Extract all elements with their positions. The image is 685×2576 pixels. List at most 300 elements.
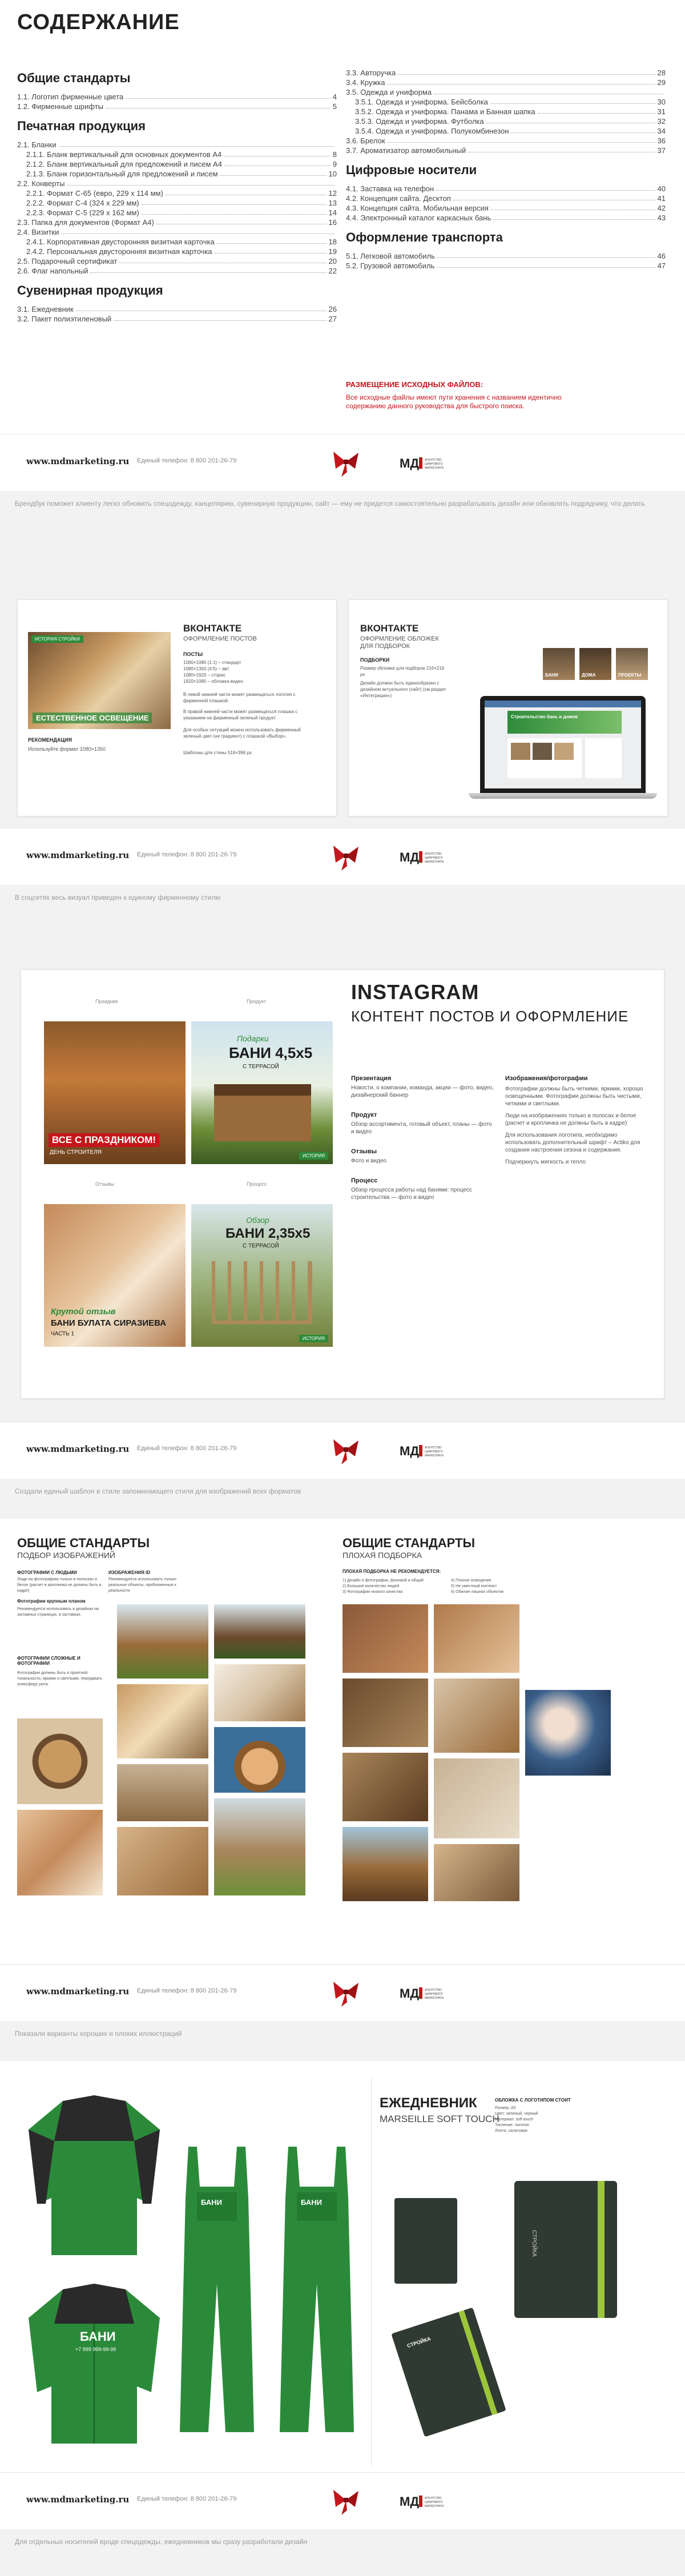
toc-page-number: 12 [328,189,337,198]
diary-large-cover [514,2181,617,2318]
caption-2: В соцсетях весь визуал приведен к единому фирменному стилю [0,885,685,925]
toc-entry-title: 2.1.1. Бланк вертикальный для основных документов А4 [26,150,222,159]
insta-content-type-text: Обзор процесса работы над банями: процесс строительства — фото и видео [351,1187,472,1201]
bad-subtitle: ПЛОХАЯ ПОДБОРКА [342,1551,422,1560]
insta-post-holiday[interactable] [44,1021,186,1164]
vk-posts-heading: ПОСТЫ [183,651,203,657]
svg-text:АГЕНТСТВО: АГЕНТСТВО [425,1446,442,1450]
toc-entry[interactable] [346,203,666,212]
svg-text:АГЕНТСТВО: АГЕНТСТВО [425,1989,442,1992]
toc-entry-title: 3.4. Кружка [346,78,385,87]
insta-label-holiday: Праздник [95,999,118,1004]
overalls-back-logo-text: БАНИ [301,2198,322,2207]
merch-section [0,2061,685,2472]
insta-post-review-title: БАНИ БУЛАТА СИРАЗИЕВА [51,1318,167,1328]
toc-entry-title: 2.2. Конверты [17,179,65,188]
diary-spec: Размер: А5 Цвет: зеленый, черный Материал: soft-touch Тиснение: логотип Лента: салатовая [495,2106,538,2133]
insta-post-review[interactable] [44,1204,186,1347]
insta-section [0,948,685,1422]
toc-entry[interactable] [346,126,666,135]
diary-subtitle: MARSEILLE SOFT TOUCH [380,2114,499,2124]
toc-page-number: 28 [657,69,666,77]
toc-section-heading: Общие стандарты [17,71,131,85]
good-t2: Рекомендуется использовать только реальные объекты, приближенные к реальности [108,1577,176,1593]
insta-post-product-sub: С ТЕРРАСОЙ [243,1064,279,1070]
vk-note-4: Шаблоны для стены 516×396 px [183,750,252,755]
svg-text:ЦИФРОВОГО: ЦИФРОВОГО [425,2501,443,2504]
diary-small-cover [394,2198,457,2284]
insta-post-product-title: БАНИ 4,5x5 [229,1044,313,1061]
insta-image-rules-heading: Изображения/фотографии [505,1075,588,1082]
good-photo [17,1810,103,1895]
insta-content-type-heading: Презентация [351,1075,392,1082]
toc-entry-title: 5.1. Легковой автомобиль [346,252,435,260]
toc-entry-title: 3.2. Пакет полиэтиленовый [17,315,112,323]
vk-photo-badge: ИСТОРИЯ СТРОЙКИ [31,635,83,643]
bow-icon [330,840,362,872]
md-logo-icon [400,1983,445,2006]
jacket-back-icon [23,2090,166,2261]
toc-leader [511,132,655,133]
insta-content-type-text: Фото и видео [351,1158,386,1164]
toc-entry[interactable] [346,183,666,193]
toc-section-heading: Цифровые носители [346,163,477,177]
toc-page-number: 8 [332,150,337,159]
toc-page-number: 27 [328,315,337,323]
toc-entry-title: 2.4. Визитки [17,228,59,236]
toc-section-heading: Оформление транспорта [346,230,503,244]
toc-entry-title: 2.1.2. Бланк вертикальный для предложений и писем А4 [26,160,222,168]
toc-entry-title: 2.2.1. Формат С-65 (евро, 229 х 114 мм) [26,189,163,198]
caption-4: Показали варианты хороших и плохих иллюстраций [0,2021,685,2061]
md-logo-icon [400,1440,445,1463]
bow-icon [330,446,362,478]
insta-content-type-text: Новости, о компании, команда, акции — фото, видео, дизайнерский баннер [351,1085,494,1098]
vk-subtitle: ОФОРМЛЕНИЕ ПОСТОВ [183,635,257,642]
footer [0,2472,685,2529]
toc-entry[interactable] [17,198,337,207]
insta-label-product: Продукт [247,999,267,1004]
good-h4: ФОТОГРАФИИ СЛОЖНЫЕ И ФОТОГРАФИИ [17,1656,80,1666]
md-logo-icon [400,453,445,476]
bad-photo [434,1679,519,1753]
insta-post-review-sub: ЧАСТЬ 1 [51,1331,75,1337]
source-files-text: Все исходные файлы имеют пути хранения с названием идентично содержанию данного руководства для быстрого поиска. [346,393,562,410]
toc-leader [142,214,327,215]
good-photo [17,1718,103,1804]
overalls-front-icon [171,2141,263,2438]
toc-leader [490,103,655,104]
insta-label-reviews: Отзывы [95,1181,114,1187]
toc-page-number: 36 [657,136,666,145]
toc-leader [114,320,326,321]
bad-photo [434,1758,519,1838]
footer-phone: Единый телефон: 8 800 201-26-79 [137,1445,237,1452]
good-h1: ФОТОГРАФИИ С ЛЮДЬМИ [17,1570,77,1575]
vk-note-3: Для особых ситуаций можно использовать фирменный зеленый цвет (не градиент) с плашкой «Выбор». [183,727,301,739]
toc-entry-title: 2.3. Папка для документов (Формат А4) [17,218,154,227]
toc-leader [142,204,327,205]
vk-posts-text: 1080×1080 (1:1) – стандарт 1080×1350 (4:5) – авт 1080×1920 – сторис 1920×1080 – обложка видео [183,660,243,684]
toc-page-number: 20 [328,257,337,265]
good-photo [117,1604,208,1679]
insta-post-process-top: Обзор [246,1215,269,1225]
insta-post-process-title: БАНИ 2,35x5 [225,1226,311,1241]
diary-spec-heading: ОБЛОЖКА С ЛОГОТИПОМ СТОИТ [495,2098,571,2103]
footer-url[interactable]: www.mdmarketing.ru [26,1986,130,1997]
caption-5: Для отдельных носителей вроде спецодежды, ежедневников мы сразу разработали дизайн [0,2529,685,2569]
toc-page-number: 18 [328,238,337,246]
toc-entry[interactable] [346,106,666,116]
bad-list-1: 1) Дизайн и фотографии, фоновой и общий 2) Большое количество людей 3) Фотографии низкого качества [342,1579,424,1594]
svg-text:ЦИФРОВОГО: ЦИФРОВОГО [425,462,443,466]
insta-post-process-sub: С ТЕРРАСОЙ [243,1243,279,1249]
toc-entry-title: 4.1. Заставка на телефон [346,184,434,193]
svg-text:ЦИФРОВОГО: ЦИФРОВОГО [425,856,443,860]
insta-image-rule: Для использования логотипа, необходимо использовать дополнительный шрифт – Actiko для создания настроения сезона и содержания. [505,1132,640,1153]
toc-page-number: 34 [657,127,666,135]
good-photo [117,1684,208,1758]
toc-entry[interactable] [346,212,666,222]
good-t3: Рекомендуется использовать в дизайнах на заглавных страницах, в заставках. [17,1607,99,1617]
caption-3: Создали единый шаблон в стиле запоминающего стиля для изображений всех форматов [0,1479,685,1519]
toc-left-column [17,63,337,323]
toc-entry-title: 2.4.2. Персональная двусторонняя визитная карточка [26,247,212,256]
bad-photo [525,1690,611,1776]
toc-title: СОДЕРЖАНИЕ [17,10,180,34]
jacket-front-icon [23,2278,166,2449]
toc-entry-title: 3.5.4. Одежда и униформа. Полукомбинезон [355,127,509,135]
footer-url[interactable]: www.mdmarketing.ru [26,2494,130,2505]
bad-photo [434,1604,519,1673]
toc-right-column [346,67,666,270]
toc-page-number: 46 [657,252,666,260]
toc-page-number: 47 [657,261,666,270]
toc-entry-title: 3.5.1. Одежда и униформа. Бейсболка [355,98,488,106]
toc-page-number: 19 [328,247,337,256]
good-photo [117,1764,208,1821]
toc-page-number: 43 [657,214,666,222]
bow-icon [330,1434,362,1466]
toc-entry[interactable] [17,101,337,111]
insta-image-rule: Фотографии должны быть четкими, яркими, хорошо освещенными. Фотографии должны быть чистыми, четкими и светлыми. [505,1086,643,1107]
insta-content-types [351,1075,494,1214]
insta-post-product[interactable] [191,1021,333,1164]
insta-badge: ИСТОРИЯ [299,1335,328,1342]
insta-post-holiday-title: ВСЕ С ПРАЗДНИКОМ! [49,1133,159,1147]
toc-page-number: 10 [328,170,337,178]
vk-note-1: В левой нижней части может размещаться логотип с фирменной плашкой. [183,692,296,703]
svg-text:МАРКЕТИНГА: МАРКЕТИНГА [425,1997,444,2000]
screen-title: Строительство бань и домов [511,714,578,719]
insta-image-rules [505,1075,648,1166]
footer-url[interactable]: www.mdmarketing.ru [26,456,130,466]
toc-entry[interactable] [17,313,337,323]
toc-entry[interactable] [17,178,337,188]
toc-leader [90,272,326,273]
images-section [0,1519,685,1964]
good-photo [214,1798,305,1895]
vk-cover-heading: ПОДБОРКИ [360,657,390,663]
footer [0,434,685,491]
vk-cover-subtitle: ОФОРМЛЕНИЕ ОБЛОЖЕК ДЛЯ ПОДБОРОК [360,635,439,650]
toc-page-number: 37 [657,146,666,155]
toc-page-number: 32 [657,117,666,126]
toc-entry-title: 1.2. Фирменные шрифты [17,102,104,111]
svg-text:МАРКЕТИНГА: МАРКЕТИНГА [425,2505,444,2508]
toc-section-heading: Печатная продукция [17,119,146,133]
vk-note-2: В правой нижней части может размещаться плашка с указанием на фирменный зеленый продукт. [183,709,298,721]
toc-entry[interactable] [17,159,337,168]
toc-entry[interactable] [17,168,337,178]
jacket-logo-text: БАНИ [80,2329,116,2344]
toc-entry-title: 2.6. Флаг напольный [17,267,88,275]
toc-entry-title: 2.1. Бланки [17,140,57,149]
insta-label-process: Процесс [247,1181,267,1187]
overalls-back-icon [271,2141,362,2438]
footer-phone: Единый телефон: 8 800 201-26-79 [137,457,237,464]
insta-card [21,969,664,1399]
toc-leader [436,190,655,191]
toc-leader [437,257,655,258]
toc-page-number: 9 [332,160,337,168]
toc-page-number: 16 [328,218,337,227]
toc-entry-title: 2.4.1. Корпоративная двусторонняя визитная карточка [26,238,215,246]
toc-entry-title: 2.2.3. Формат С-5 (229 х 162 мм) [26,208,139,217]
vk-section [0,588,685,828]
vk-cover-title: ВКОНТАКТЕ [360,623,419,634]
diary-title: ЕЖЕДНЕВНИК [380,2095,477,2111]
svg-text:МД: МД [400,456,419,470]
good-photo [214,1664,305,1721]
vk-posts-card [17,599,337,816]
good-title: ОБЩИЕ СТАНДАРТЫ [17,1536,150,1550]
toc-entry[interactable] [17,149,337,159]
vk-reco-text: Используйте формат 1080×1350 [28,746,106,752]
bad-photo [342,1679,428,1747]
svg-text:МАРКЕТИНГА: МАРКЕТИНГА [425,1454,444,1458]
toc-page-number: 5 [332,102,337,111]
insta-content-type-heading: Отзывы [351,1148,377,1155]
toc-entry[interactable] [17,91,337,101]
toc-section-heading: Сувенирная продукция [17,283,163,297]
toc-entry-title: 4.2. Концепция сайта. Десктоп [346,194,451,203]
toc-entry[interactable] [346,67,666,77]
svg-text:МД: МД [400,2494,419,2509]
toc-leader [388,142,655,143]
insta-title: INSTAGRAM [351,980,480,1004]
vk-cover-text-2: Дизайн должен быть единообразен с дизайном актуального (сайт) (см.раздел «Интеграции») [360,681,446,698]
toc-entry[interactable] [17,217,337,227]
footer-url[interactable]: www.mdmarketing.ru [26,1444,130,1454]
bow-icon [330,1976,362,2008]
svg-text:МД: МД [400,1444,419,1458]
toc-entry[interactable] [17,207,337,217]
laptop-screen [480,696,646,793]
good-h2: ИЗОБРАЖЕНИЯ ID [108,1570,151,1575]
toc-entry[interactable] [346,87,666,96]
footer [0,1422,685,1479]
toc-entry[interactable] [17,256,337,265]
bad-images-panel [342,1536,668,1947]
toc-entry[interactable] [17,227,337,236]
insta-badge: ИСТОРИЯ [299,1152,328,1160]
toc-entry[interactable] [346,116,666,126]
vk-title: ВКОНТАКТЕ [183,623,242,634]
toc-page-number: 41 [657,194,666,203]
toc-leader [217,243,327,244]
insta-content-type-text: Обзор ассортимента, готовый объект, планы — фото и видео [351,1121,492,1135]
svg-text:МАРКЕТИНГА: МАРКЕТИНГА [425,860,444,864]
diary-panel [371,2078,674,2466]
toc-entry-title: 4.4. Электронный каталог каркасных бань [346,214,491,222]
toc-entry[interactable] [346,135,666,145]
insta-post-holiday-sub: ДЕНЬ СТРОИТЕЛЯ [50,1149,102,1156]
toc-page [0,0,685,434]
svg-text:МД: МД [400,850,419,864]
toc-page-number: 26 [328,305,337,313]
insta-post-review-top: Крутой отзыв [51,1307,116,1317]
good-t4: Фотографии должны быть в приятной тональности, яркими и светлыми, передавать атмосферу уюта. [17,1671,103,1687]
toc-entry[interactable] [17,246,337,256]
good-photo [117,1827,208,1895]
toc-page-number: 22 [328,267,337,275]
insta-image-rule: Люди на изображениях только в полосах и белое (расчет и кроплинка не должны быть в кадре) [505,1113,636,1126]
bow-icon [330,2484,362,2516]
jacket-logo-phone: +7 999 999-99-99 [75,2346,116,2352]
md-logo-icon [400,2491,445,2514]
toc-entry-title: 2.5. Подарочный сертификат [17,257,118,265]
toc-leader [398,74,655,75]
bad-photo [342,1827,428,1901]
toc-page-number: 30 [657,98,666,106]
caption-1: Брендбук поможет клиенту легко обновить спецодежду, канцелярию, сувенирную продукцию, сайт — ему не придется самостоятельно разрабатывать дизайн или обновлять подрядчику, что делать [0,491,685,531]
good-subtitle: ПОДБОР ИЗОБРАЖЕНИЙ [17,1551,115,1560]
vk-covers-card [348,599,668,816]
toc-leader [67,185,335,186]
toc-leader [437,267,655,268]
footer-url[interactable]: www.mdmarketing.ru [26,850,130,860]
source-files-block [346,380,597,410]
svg-text:АГЕНТСТВО: АГЕНТСТВО [425,852,442,856]
toc-leader [220,175,327,176]
footer-phone: Единый телефон: 8 800 201-26-79 [137,2496,237,2502]
diary-open [391,2307,506,2437]
bad-list-2: 4) Плохое освещение 5) Не уместный контекст 6) Обилие лишних объектов [451,1579,504,1594]
vk-cover-text: Размер обложки для подборок 216×216 px [360,666,445,677]
toc-page-number: 4 [332,92,337,101]
diary-open-logo: СТРОЙКА [406,2336,432,2349]
good-images-panel [17,1536,325,1947]
toc-leader [59,146,335,147]
cover-tile[interactable]: ПРОЕКТЫ [616,648,648,680]
insta-content-type-heading: Процесс [351,1177,378,1184]
laptop-mockup [469,696,657,804]
bad-title: ОБЩИЕ СТАНДАРТЫ [342,1536,476,1550]
toc-entry[interactable] [17,265,337,275]
bad-photo [342,1604,428,1673]
vk-post-photo [28,632,171,729]
toc-leader [538,113,655,114]
toc-entry[interactable] [17,139,337,149]
bad-heading: ПЛОХАЯ ПОДБОРКА НЕ РЕКОМЕНДУЕТСЯ: [342,1569,441,1574]
footer [0,1964,685,2021]
svg-text:АГЕНТСТВО: АГЕНТСТВО [425,2497,442,2500]
toc-entry-title: 3.5.3. Одежда и униформа. Футболка [355,117,484,126]
svg-text:МД: МД [400,1986,419,2001]
toc-entry-title: 1.1. Логотип фирменные цвета [17,92,124,101]
toc-page-number: 14 [328,208,337,217]
toc-entry-title: 3.1. Ежедневник [17,305,74,313]
svg-text:АГЕНТСТВО: АГЕНТСТВО [425,458,442,462]
svg-text:ЦИФРОВОГО: ЦИФРОВОГО [425,1993,443,1996]
toc-page-number: 13 [328,199,337,207]
toc-entry[interactable] [17,236,337,246]
toc-page-number: 31 [657,107,666,116]
toc-entry[interactable] [346,77,666,87]
md-logo-icon [400,847,445,870]
bad-photo [434,1844,519,1901]
vk-reco-heading: РЕКОМЕНДАЦИЯ [28,737,72,743]
footer-phone: Единый телефон: 8 800 201-26-79 [137,1987,237,1994]
source-files-title: РАЗМЕЩЕНИЕ ИСХОДНЫХ ФАЙЛОВ: [346,380,483,389]
insta-image-rule: Подчеркнуть мягкость и тепло [505,1159,586,1165]
footer [0,828,685,885]
footer-phone: Единый телефон: 8 800 201-26-79 [137,851,237,858]
toc-page-number: 40 [657,184,666,193]
good-h3: Фотографии крупным планом [17,1599,86,1604]
bad-photo [342,1753,428,1821]
good-photo [214,1727,305,1793]
toc-entry-title: 3.5.2. Одежда и униформа. Панама и Банная шапка [355,107,535,116]
svg-text:МАРКЕТИНГА: МАРКЕТИНГА [425,466,444,470]
toc-entry-title: 3.5. Одежда и униформа [346,88,432,96]
insta-content-type-heading: Продукт [351,1112,377,1118]
toc-leader [493,219,655,220]
good-photo [214,1604,305,1659]
good-t1: Люди на фотографиях только в полосках и белое (расчет и кроплинка не должны быть в кадре) [17,1577,102,1593]
toc-page-number: 42 [657,204,666,212]
toc-entry[interactable] [346,251,666,260]
toc-entry-title: 2.2.2. Формат С-4 (324 х 229 мм) [26,199,139,207]
insta-post-product-top: Подарки [237,1034,269,1043]
toc-entry[interactable] [346,96,666,106]
vk-photo-caption: ЕСТЕСТВЕННОЕ ОСВЕЩЕНИЕ [33,713,152,723]
toc-entry-title: 3.6. Брелок [346,136,385,145]
toc-entry-title: 5.2. Грузовой автомобиль [346,261,435,270]
toc-entry[interactable] [17,188,337,198]
insta-post-process[interactable] [191,1204,333,1347]
toc-entry[interactable] [346,260,666,270]
toc-entry-title: 3.3. Авторучка [346,69,396,77]
toc-entry[interactable] [346,193,666,203]
toc-entry-title: 4.3. Концепция сайта. Мобильная версия [346,204,489,212]
diary-large-logo: СТРОЙКА [531,2230,537,2257]
toc-entry[interactable] [17,304,337,313]
overalls-logo-text: БАНИ [201,2198,222,2207]
cover-tile[interactable]: БАНИ [543,648,575,680]
laptop-base [469,793,657,799]
cover-tiles [543,648,648,680]
svg-text:ЦИФРОВОГО: ЦИФРОВОГО [425,1450,443,1454]
toc-entry[interactable] [346,145,666,155]
toc-leader [126,98,331,99]
cover-tile[interactable]: ДОМА [579,648,611,680]
toc-entry-title: 2.1.3. Бланк горизонтальный для предложений и писем [26,170,218,178]
insta-subtitle: КОНТЕНТ ПОСТОВ И ОФОРМЛЕНИЕ [351,1008,629,1025]
toc-page-number: 29 [657,78,666,87]
toc-entry-title: 3.7. Ароматизатор автомобильный [346,146,466,155]
